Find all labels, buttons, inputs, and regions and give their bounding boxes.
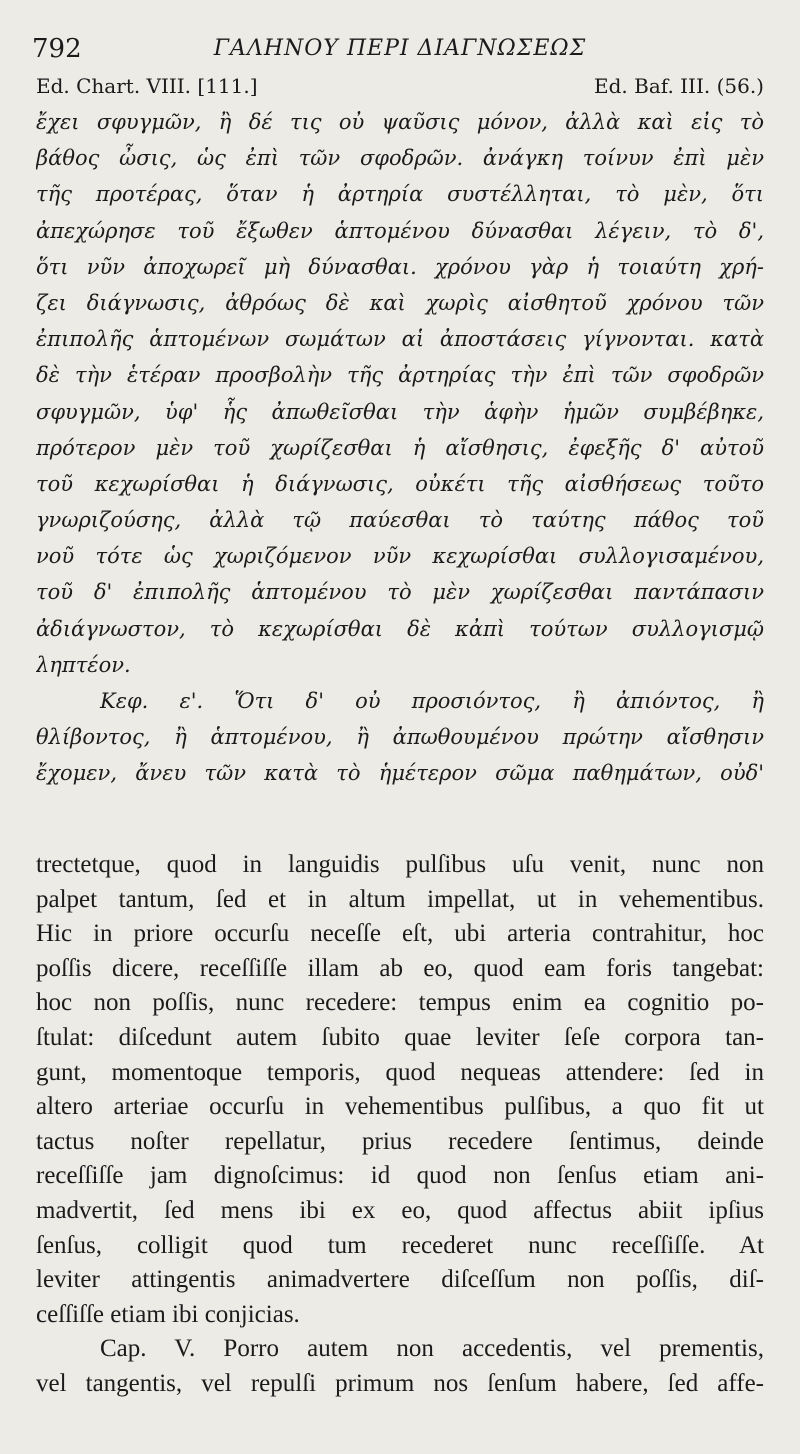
page-header	[32, 30, 768, 66]
greek-line: ἀπεχώρησε τοῦ ἔξωθεν ἁπτομένου δύνασθαι λέγειν, τὸ δ',	[36, 218, 764, 243]
greek-line: ληπτέον.	[36, 652, 131, 677]
greek-line: ἔχει σφυγμῶν, ἢ δέ τις οὐ ψαῦσις μόνον, ἀλλὰ καὶ εἰς τὸ	[36, 110, 764, 134]
latin-line: tactus noſter repellatur, prius recedere ſentimus, deinde	[36, 1127, 764, 1155]
latin-line: vel tangentis, vel repulſi primum nos ſenſum habere, ſed affe-	[36, 1369, 764, 1397]
greek-line: πρότερον μὲν τοῦ χωρίζεσθαι ἡ αἴσθησις, ἐφεξῆς δ' αὐτοῦ	[36, 435, 764, 460]
greek-line: ἔχομεν, ἄνευ τῶν κατὰ τὸ ἡμέτερον σῶμα παθημάτων, οὐδ'	[36, 761, 764, 786]
greek-line: βάθος ὦσις, ὡς ἐπὶ τῶν σφοδρῶν. ἀνάγκη τοίνυν ἐπὶ μὲν	[36, 146, 764, 171]
edition-references	[36, 74, 764, 102]
latin-line: palpet tantum, ſed et in altum impellat, ut in vehementibus.	[36, 885, 764, 913]
running-title: ΓΑΛΗΝΟΥ ΠΕΡΙ ΔΙΑΓΝΩΣΕΩΣ	[213, 36, 587, 61]
latin-line: Hic in priore occurſu neceſſe eſt, ubi arteria contrahitur, hoc	[36, 920, 764, 948]
latin-line: trectetque, quod in languidis pulſibus uſu venit, nunc non	[36, 851, 764, 878]
greek-line: ὅτι νῦν ἀποχωρεῖ μὴ δύνασθαι. χρόνου γὰρ ἡ τοιαύτη χρή-	[36, 254, 764, 279]
latin-line: ſenſus, colligit quod tum recederet nunc receſſiſſe. At	[36, 1231, 764, 1259]
greek-line: θλίβοντος, ἢ ἁπτομένου, ἢ ἀπωθουμένου πρώτην αἴσθησιν	[36, 725, 764, 750]
latin-line: gunt, momentoque temporis, quod nequeas attendere: ſed in	[36, 1058, 764, 1086]
latin-line: leviter attingentis animadvertere diſceſſum non poſſis, diſ-	[36, 1266, 764, 1294]
greek-line: γνωριζούσης, ἀλλὰ τῷ παύεσθαι τὸ ταύτης πάθος τοῦ	[36, 508, 764, 533]
edition-chartier: Ed. Chart. VIII. [111.]	[36, 74, 258, 98]
latin-line: ſtulat: diſcedunt autem ſubito quae leviter ſeſe corpora tan-	[36, 1023, 764, 1051]
latin-line: madvertit, ſed mens ibi ex eo, quod affectus abiit ipſius	[36, 1196, 764, 1224]
greek-chapter-heading-line: Κεφ. ε'. Ὅτι δ' οὐ προσιόντος, ἢ ἀπιόντος, ἢ	[100, 689, 764, 713]
greek-line: νοῦ τότε ὡς χωριζόμενον νῦν κεχωρίσθαι συλλογισαμένου,	[36, 544, 764, 569]
edition-basel: Ed. Baf. III. (56.)	[594, 74, 764, 98]
latin-text-block	[36, 848, 764, 1402]
latin-chapter-heading-line: Cap. V. Porro autem non accedentis, vel prementis,	[100, 1335, 764, 1363]
latin-line: poſſis dicere, receſſiſſe illam ab eo, quod eam foris tangebat:	[36, 954, 764, 982]
page-number: 792	[32, 34, 82, 64]
greek-text-block	[36, 104, 764, 792]
greek-line: σφυγμῶν, ὑφ' ἧς ἀπωθεῖσθαι τὴν ἁφὴν ἡμῶν συμβέβηκε,	[36, 399, 764, 424]
greek-line: ἀδιάγνωστον, τὸ κεχωρίσθαι δὲ κἀπὶ τούτων συλλογισμῷ	[36, 616, 764, 641]
greek-line: τοῦ δ' ἐπιπολῆς ἁπτομένου τὸ μὲν χωρίζεσθαι παντάπασιν	[36, 580, 764, 605]
latin-line: receſſiſſe jam dignoſcimus: id quod non ſenſus etiam ani-	[36, 1162, 764, 1190]
greek-line: ἐπιπολῆς ἁπτομένων σωμάτων αἱ ἀποστάσεις γίγνονται. κατὰ	[36, 327, 764, 352]
latin-line: altero arteriae occurſu in vehementibus pulſibus, a quo fit ut	[36, 1093, 764, 1121]
greek-line: τῆς προτέρας, ὅταν ἡ ἀρτηρία συστέλληται, τὸ μὲν, ὅτι	[36, 182, 764, 207]
latin-line: hoc non poſſis, nunc recedere: tempus enim ea cognitio po-	[36, 989, 764, 1017]
greek-line: τοῦ κεχωρίσθαι ἡ διάγνωσις, οὐκέτι τῆς αἰσθήσεως τοῦτο	[36, 471, 764, 496]
greek-line: δὲ τὴν ἑτέραν προσβολὴν τῆς ἀρτηρίας τὴν ἐπὶ τῶν σφοδρῶν	[36, 363, 764, 388]
latin-line: ceſſiſſe etiam ibi conjicias.	[36, 1300, 300, 1328]
greek-line: ζει διάγνωσις, ἀθρόως δὲ καὶ χωρὶς αἰσθητοῦ χρόνου τῶν	[36, 290, 764, 315]
